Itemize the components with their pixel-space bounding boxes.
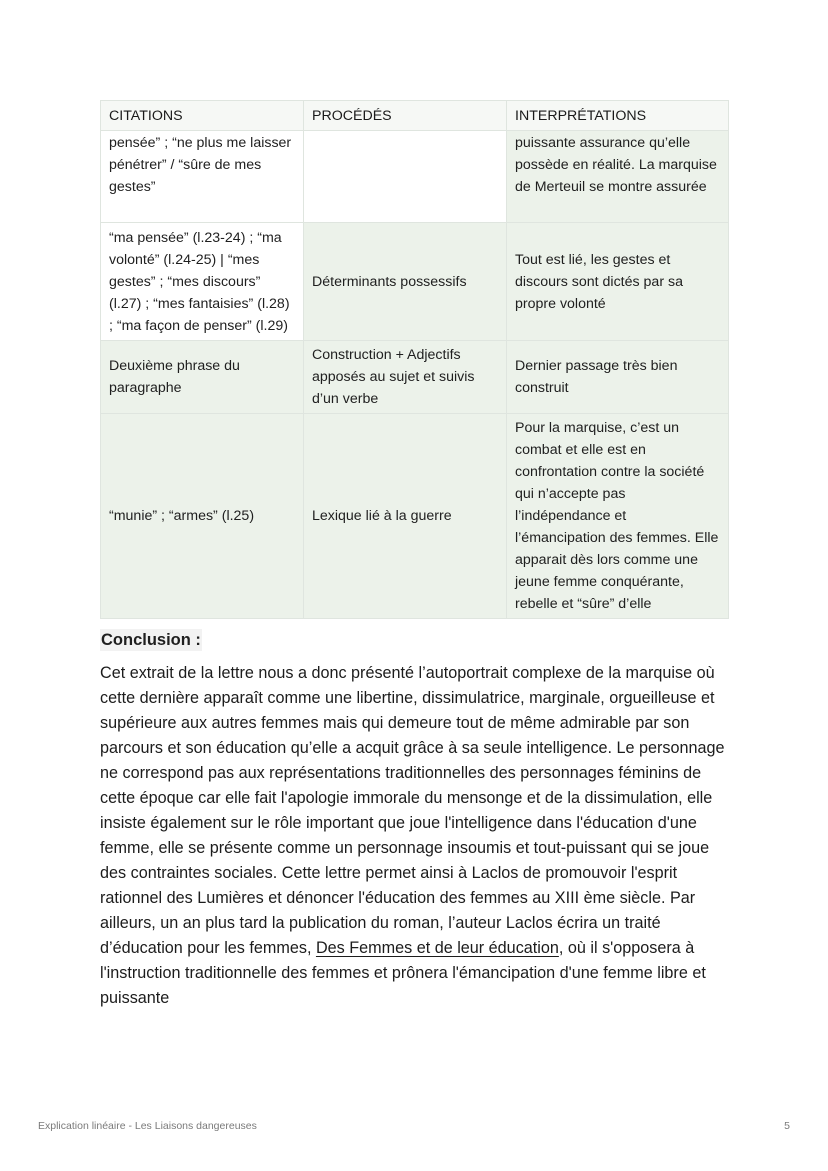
- interpretation-cell: Tout est lié, les gestes et discours sont dictés par sa propre volonté: [507, 223, 729, 341]
- conclusion-paragraph: [100, 661, 732, 1011]
- header-citations: CITATIONS: [101, 101, 304, 131]
- table-row: [101, 341, 729, 414]
- procede-cell: [304, 131, 507, 223]
- citation-cell: “munie” ; “armes” (l.25): [101, 414, 304, 619]
- book-title-link[interactable]: Des Femmes et de leur éducation: [315, 939, 559, 957]
- conclusion-text-part1: Cet extrait de la lettre nous a donc présenté l’autoportrait complexe de la marquise où cette dernière apparaît comme une libertine, dissimulatrice, marginale, orgueilleuse et supérieure aux autres femmes mais qui demeure tout de même admirable par son parcours et son éducation qu’elle a acquit grâce à sa seule intelligence. Le personnage ne correspond pas aux représentations traditionnelles des personnages féminins de cette époque car elle fait l'apologie immorale du mensonge et de la dissimulation, elle insiste également sur le rôle important que joue l'intelligence dans l'éducation d'une femme, elle se présente comme un personnage insoumis et tout-puissant qui se joue des contraintes sociales. Cette lettre permet ainsi à Laclos de promouvoir l'esprit rationnel des Lumières et dénoncer l'éducation des femmes au XIII ème siècle. Par ailleurs, un an plus tard la publication du roman, l’auteur Laclos écrira un traité d’éducation pour les femmes,: [100, 664, 725, 957]
- table-row: [101, 131, 729, 223]
- interpretation-cell: Pour la marquise, c’est un combat et elle est en confrontation contre la société qui n’accepte pas l’indépendance et l’émancipation des femmes. Elle apparait dès lors comme une jeune femme conquérante, rebelle et “sûre” d’elle: [507, 414, 729, 619]
- conclusion-text-part2: , où il s'opposera à l'instruction traditionnelle des femmes et prônera l'émancipation d'une femme libre et puissante: [100, 939, 706, 1007]
- conclusion-heading: Conclusion :: [101, 631, 201, 649]
- citation-cell: “ma pensée” (l.23-24) ; “ma volonté” (l.24-25) | “mes gestes” ; “mes discours” (l.27) ; “mes fantaisies” (l.28) ; “ma façon de penser” (l.29): [101, 223, 304, 341]
- header-procedes: PROCÉDÉS: [304, 101, 507, 131]
- analysis-table: [100, 100, 729, 619]
- table-header-row: [101, 101, 729, 131]
- footer-title: Explication linéaire - Les Liaisons dangereuses: [38, 1120, 257, 1132]
- procede-cell: Déterminants possessifs: [304, 223, 507, 341]
- procede-cell: Construction + Adjectifs apposés au sujet et suivis d’un verbe: [304, 341, 507, 414]
- table-row: [101, 414, 729, 619]
- citation-cell: pensée” ; “ne plus me laisser pénétrer” / “sûre de mes gestes”: [101, 131, 304, 223]
- table-row: [101, 223, 729, 341]
- header-interpretations: INTERPRÉTATIONS: [507, 101, 729, 131]
- procede-cell: Lexique lié à la guerre: [304, 414, 507, 619]
- page-number: 5: [784, 1120, 790, 1132]
- citation-cell: Deuxième phrase du paragraphe: [101, 341, 304, 414]
- interpretation-cell: puissante assurance qu’elle possède en réalité. La marquise de Merteuil se montre assurée: [507, 131, 729, 223]
- interpretation-cell: Dernier passage très bien construit: [507, 341, 729, 414]
